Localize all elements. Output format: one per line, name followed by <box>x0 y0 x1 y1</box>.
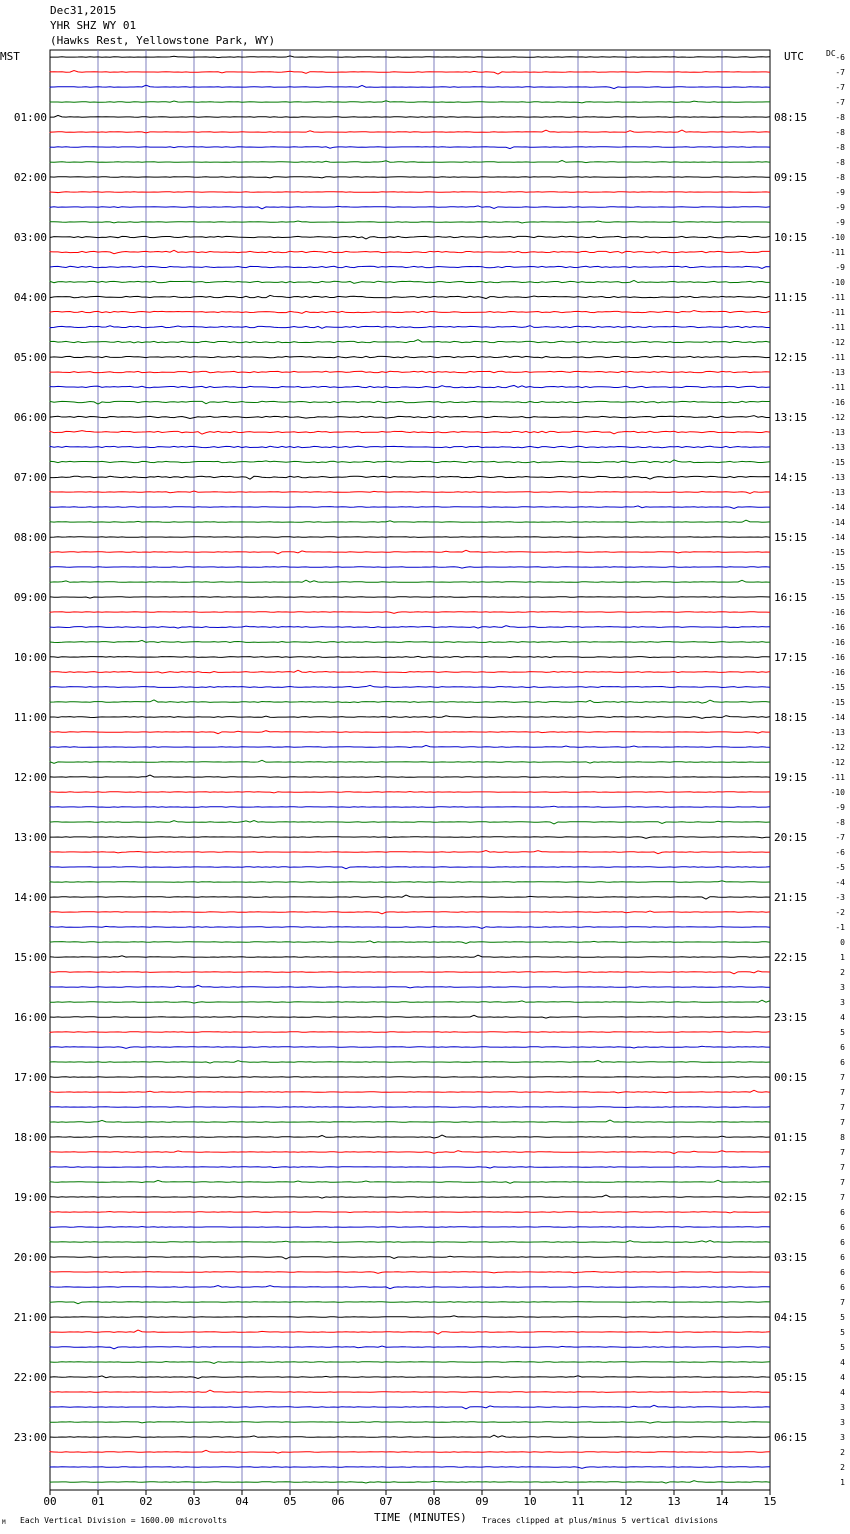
dc-offset-label: -8 <box>835 173 845 182</box>
dc-offset-label: -7 <box>835 98 845 107</box>
dc-offset-label: -15 <box>830 458 845 467</box>
dc-offset-label: -6 <box>835 848 845 857</box>
seismic-trace <box>50 70 770 74</box>
seismic-trace <box>50 101 770 103</box>
dc-offset-label: -9 <box>835 203 845 212</box>
dc-offset-label: -9 <box>835 218 845 227</box>
dc-offset-label: -8 <box>835 143 845 152</box>
seismic-trace <box>50 971 770 974</box>
dc-offset-label: 3 <box>840 1418 845 1427</box>
left-hour-label: 18:00 <box>13 1131 47 1144</box>
dc-offset-label: -10 <box>830 278 845 287</box>
seismic-trace <box>50 1046 770 1048</box>
dc-offset-label: -15 <box>830 698 845 707</box>
left-hour-label: 19:00 <box>13 1191 47 1204</box>
x-tick-label: 11 <box>571 1495 585 1508</box>
dc-offset-label: -11 <box>830 293 845 302</box>
dc-offset-label: -13 <box>830 488 845 497</box>
plot-frame <box>50 50 770 1490</box>
seismic-trace <box>50 1316 770 1318</box>
dc-offset-label: -9 <box>835 263 845 272</box>
dc-offset-label: -13 <box>830 428 845 437</box>
dc-offset-label: -13 <box>830 443 845 452</box>
dc-offset-label: -11 <box>830 308 845 317</box>
seismic-trace <box>50 1286 770 1289</box>
seismic-trace <box>50 160 770 162</box>
left-hour-label: 21:00 <box>13 1311 47 1324</box>
left-hour-label: 11:00 <box>13 711 47 724</box>
left-hour-label: 04:00 <box>13 291 47 304</box>
dc-offset-label: -15 <box>830 578 845 587</box>
dc-offset-label: 7 <box>840 1103 845 1112</box>
right-hour-label: 23:15 <box>774 1011 808 1024</box>
dc-offset-label: 7 <box>840 1163 845 1172</box>
dc-offset-label: 2 <box>840 968 845 977</box>
right-hour-label: 06:15 <box>774 1431 808 1444</box>
x-tick-label: 03 <box>187 1495 201 1508</box>
seismic-trace <box>50 640 770 642</box>
dc-offset-label: 5 <box>840 1343 845 1352</box>
seismic-trace <box>50 1195 770 1198</box>
seismic-trace <box>50 56 770 58</box>
dc-offset-label: -6 <box>835 53 845 62</box>
dc-offset-label: 4 <box>840 1013 845 1022</box>
right-hour-label: 16:15 <box>774 591 808 604</box>
seismic-trace <box>50 580 770 582</box>
dc-offset-label: -11 <box>830 773 845 782</box>
dc-offset-label: -15 <box>830 548 845 557</box>
seismic-trace <box>50 656 770 657</box>
seismic-trace <box>50 1211 770 1212</box>
seismic-trace <box>50 1302 770 1304</box>
seismic-trace <box>50 597 770 598</box>
dc-offset-label: -12 <box>830 338 845 347</box>
seismic-trace <box>50 1167 770 1168</box>
right-hour-label: 18:15 <box>774 711 808 724</box>
seismic-trace <box>50 881 770 883</box>
dc-offset-label: -9 <box>835 188 845 197</box>
seismic-trace <box>50 1435 770 1437</box>
dc-offset-label: -9 <box>835 803 845 812</box>
left-hour-label: 10:00 <box>13 651 47 664</box>
left-hour-label: 09:00 <box>13 591 47 604</box>
left-hour-label: 13:00 <box>13 831 47 844</box>
dc-offset-label: -13 <box>830 368 845 377</box>
dc-offset-label: 3 <box>840 983 845 992</box>
dc-offset-label: 3 <box>840 998 845 1007</box>
right-hour-label: 03:15 <box>774 1251 808 1264</box>
dc-offset-label: 0 <box>840 938 845 947</box>
right-hour-label: 10:15 <box>774 231 808 244</box>
seismic-trace <box>50 1107 770 1108</box>
left-hour-label: 22:00 <box>13 1371 47 1384</box>
dc-offset-label: -13 <box>830 473 845 482</box>
dc-offset-label: -7 <box>835 833 845 842</box>
left-hour-label: 16:00 <box>13 1011 47 1024</box>
seismic-trace <box>50 985 770 988</box>
seismic-trace <box>50 550 770 554</box>
seismic-trace <box>50 1077 770 1078</box>
seismic-trace <box>50 895 770 899</box>
seismic-trace <box>50 1032 770 1033</box>
dc-offset-label: 6 <box>840 1223 845 1232</box>
right-axis-label: UTC <box>784 50 804 63</box>
seismic-trace <box>50 626 770 628</box>
seismic-trace <box>50 266 770 268</box>
dc-offset-label: -13 <box>830 728 845 737</box>
seismic-trace <box>50 371 770 372</box>
right-hour-label: 13:15 <box>774 411 808 424</box>
seismic-trace <box>50 612 770 614</box>
x-tick-label: 09 <box>475 1495 489 1508</box>
dc-offset-label: -3 <box>835 893 845 902</box>
seismic-trace <box>50 1390 770 1392</box>
seismic-trace <box>50 1135 770 1138</box>
dc-offset-label: -16 <box>830 653 845 662</box>
seismic-trace <box>50 567 770 568</box>
dc-offset-label: -8 <box>835 113 845 122</box>
right-hour-label: 04:15 <box>774 1311 808 1324</box>
dc-offset-label: -14 <box>830 533 845 542</box>
right-hour-label: 01:15 <box>774 1131 808 1144</box>
header-date: Dec31,2015 <box>50 4 117 17</box>
dc-offset-label: 7 <box>840 1148 845 1157</box>
seismic-trace <box>50 837 770 839</box>
seismic-trace <box>50 760 770 763</box>
footer-corner-mark: M <box>2 1519 6 1526</box>
seismic-trace <box>50 911 770 914</box>
dc-offset-label: 1 <box>840 953 845 962</box>
seismic-trace <box>50 1060 770 1063</box>
x-tick-label: 10 <box>523 1495 537 1508</box>
dc-offset-label: 4 <box>840 1373 845 1382</box>
seismic-trace <box>50 1256 770 1259</box>
left-hour-label: 03:00 <box>13 231 47 244</box>
seismic-trace <box>50 685 770 687</box>
seismic-trace <box>50 1481 770 1483</box>
footer-clip-note: Traces clipped at plus/minus 5 vertical divisions <box>482 1516 719 1525</box>
seismic-trace <box>50 745 770 747</box>
seismic-trace <box>50 821 770 824</box>
dc-offset-label: 6 <box>840 1253 845 1262</box>
dc-offset-label: 7 <box>840 1193 845 1202</box>
seismic-trace <box>50 192 770 193</box>
seismic-trace <box>50 1120 770 1122</box>
left-hour-label: 17:00 <box>13 1071 47 1084</box>
dc-offset-label: -7 <box>835 68 845 77</box>
seismic-trace <box>50 491 770 493</box>
dc-offset-label: -15 <box>830 563 845 572</box>
right-hour-label: 09:15 <box>774 171 808 184</box>
seismic-trace <box>50 236 770 239</box>
dc-offset-label: -12 <box>830 743 845 752</box>
dc-offset-label: 6 <box>840 1283 845 1292</box>
left-axis-label: MST <box>0 50 20 63</box>
x-tick-label: 00 <box>43 1495 57 1508</box>
dc-offset-label: 2 <box>840 1448 845 1457</box>
seismic-trace <box>50 1180 770 1183</box>
seismic-trace <box>50 385 770 387</box>
dc-offset-label: -8 <box>835 158 845 167</box>
seismic-trace <box>50 340 770 343</box>
right-hour-label: 17:15 <box>774 651 808 664</box>
seismic-trace <box>50 431 770 434</box>
footer-time-label: TIME (MINUTES) <box>374 1511 467 1524</box>
dc-offset-label: -12 <box>830 758 845 767</box>
seismic-trace <box>50 115 770 117</box>
dc-offset-label: -10 <box>830 788 845 797</box>
right-hour-label: 12:15 <box>774 351 808 364</box>
seismic-trace <box>50 1450 770 1453</box>
x-tick-label: 04 <box>235 1495 249 1508</box>
left-hour-label: 02:00 <box>13 171 47 184</box>
dc-offset-label: 3 <box>840 1403 845 1412</box>
dc-offset-label: 5 <box>840 1313 845 1322</box>
dc-offset-label: 5 <box>840 1028 845 1037</box>
right-hour-label: 02:15 <box>774 1191 808 1204</box>
dc-offset-label: 7 <box>840 1118 845 1127</box>
seismic-trace <box>50 85 770 88</box>
dc-offset-label: -16 <box>830 638 845 647</box>
dc-offset-label: -16 <box>830 608 845 617</box>
seismic-trace <box>50 520 770 522</box>
right-hour-label: 05:15 <box>774 1371 808 1384</box>
right-hour-label: 11:15 <box>774 291 808 304</box>
seismic-trace <box>50 1151 770 1154</box>
dc-offset-label: -11 <box>830 248 845 257</box>
seismic-trace <box>50 806 770 807</box>
dc-offset-label: -5 <box>835 863 845 872</box>
dc-offset-label: -15 <box>830 683 845 692</box>
left-hour-label: 20:00 <box>13 1251 47 1264</box>
dc-offset-label: -11 <box>830 323 845 332</box>
left-hour-label: 15:00 <box>13 951 47 964</box>
x-tick-label: 14 <box>715 1495 729 1508</box>
seismic-trace <box>50 206 770 209</box>
dc-offset-label: -12 <box>830 413 845 422</box>
dc-offset-label: 6 <box>840 1058 845 1067</box>
dc-offset-label: 6 <box>840 1043 845 1052</box>
dc-offset-label: -2 <box>835 908 845 917</box>
right-hour-label: 22:15 <box>774 951 808 964</box>
seismic-trace <box>50 731 770 734</box>
left-hour-label: 08:00 <box>13 531 47 544</box>
left-hour-label: 05:00 <box>13 351 47 364</box>
seismic-trace <box>50 177 770 178</box>
seismic-trace <box>50 1090 770 1093</box>
seismic-trace <box>50 401 770 404</box>
seismic-trace <box>50 537 770 538</box>
dc-offset-label: -14 <box>830 713 845 722</box>
dc-offset-label: 5 <box>840 1328 845 1337</box>
x-tick-label: 02 <box>139 1495 153 1508</box>
right-hour-label: 19:15 <box>774 771 808 784</box>
x-tick-label: 15 <box>763 1495 777 1508</box>
seismic-trace <box>50 1015 770 1018</box>
seismic-trace <box>50 1376 770 1379</box>
seismic-trace <box>50 1422 770 1423</box>
seismic-trace <box>50 221 770 223</box>
dc-offset-label: -7 <box>835 83 845 92</box>
dc-offset-label: 6 <box>840 1268 845 1277</box>
x-tick-label: 06 <box>331 1495 345 1508</box>
seismic-trace <box>50 476 770 479</box>
dc-offset-label: 2 <box>840 1463 845 1472</box>
right-hour-label: 15:15 <box>774 531 808 544</box>
seismic-trace <box>50 460 770 463</box>
seismic-trace <box>50 716 770 719</box>
seismic-trace <box>50 130 770 133</box>
dc-offset-label: -14 <box>830 503 845 512</box>
dc-offset-label: 4 <box>840 1388 845 1397</box>
dc-offset-label: 6 <box>840 1208 845 1217</box>
dc-offset-label: -4 <box>835 878 845 887</box>
seismic-trace <box>50 1241 770 1243</box>
seismic-trace <box>50 1361 770 1363</box>
left-hour-label: 12:00 <box>13 771 47 784</box>
x-tick-label: 12 <box>619 1495 633 1508</box>
seismic-trace <box>50 941 770 944</box>
dc-offset-label: 7 <box>840 1178 845 1187</box>
dc-offset-label: -11 <box>830 383 845 392</box>
seismic-trace <box>50 1226 770 1227</box>
dc-header-label: DC <box>826 49 836 58</box>
dc-offset-label: -15 <box>830 593 845 602</box>
seismic-trace <box>50 326 770 329</box>
seismic-trace <box>50 775 770 777</box>
right-hour-label: 20:15 <box>774 831 808 844</box>
dc-offset-label: 6 <box>840 1238 845 1247</box>
seismic-trace <box>50 310 770 313</box>
x-tick-label: 08 <box>427 1495 441 1508</box>
dc-offset-label: -8 <box>835 818 845 827</box>
dc-offset-label: 7 <box>840 1073 845 1082</box>
seismic-trace <box>50 700 770 703</box>
right-hour-label: 21:15 <box>774 891 808 904</box>
seismic-trace <box>50 295 770 298</box>
seismic-trace <box>50 851 770 854</box>
right-hour-label: 00:15 <box>774 1071 808 1084</box>
dc-offset-label: -1 <box>835 923 845 932</box>
left-hour-label: 14:00 <box>13 891 47 904</box>
left-hour-label: 23:00 <box>13 1431 47 1444</box>
seismic-trace <box>50 670 770 673</box>
dc-offset-label: -14 <box>830 518 845 527</box>
x-tick-label: 07 <box>379 1495 393 1508</box>
seismic-trace <box>50 926 770 928</box>
dc-offset-label: 7 <box>840 1088 845 1097</box>
header-station: YHR SHZ WY 01 <box>50 19 137 32</box>
seismic-trace <box>50 250 770 253</box>
dc-offset-label: -10 <box>830 233 845 242</box>
dc-offset-label: -16 <box>830 398 845 407</box>
seismic-trace <box>50 867 770 869</box>
seismic-trace <box>50 147 770 149</box>
seismic-trace <box>50 506 770 509</box>
x-tick-label: 01 <box>91 1495 105 1508</box>
dc-offset-label: -16 <box>830 623 845 632</box>
right-hour-label: 08:15 <box>774 111 808 124</box>
seismic-trace <box>50 1346 770 1349</box>
dc-offset-label: 7 <box>840 1298 845 1307</box>
x-tick-label: 05 <box>283 1495 297 1508</box>
dc-offset-label: 4 <box>840 1358 845 1367</box>
seismic-trace <box>50 280 770 283</box>
seismic-trace <box>50 446 770 447</box>
seismic-trace <box>50 791 770 792</box>
dc-offset-label: 8 <box>840 1133 845 1142</box>
seismic-trace <box>50 1272 770 1274</box>
right-hour-label: 14:15 <box>774 471 808 484</box>
left-hour-label: 01:00 <box>13 111 47 124</box>
dc-offset-label: 3 <box>840 1433 845 1442</box>
left-hour-label: 07:00 <box>13 471 47 484</box>
x-tick-label: 13 <box>667 1495 681 1508</box>
footer-scale-note: Each Vertical Division = 1600.00 microvolts <box>20 1516 228 1525</box>
seismic-trace <box>50 1467 770 1469</box>
header-location: (Hawks Rest, Yellowstone Park, WY) <box>50 34 276 47</box>
seismic-trace <box>50 416 770 419</box>
seismic-trace <box>50 1330 770 1334</box>
dc-offset-label: 1 <box>840 1478 845 1487</box>
seismic-trace <box>50 955 770 957</box>
seismic-trace <box>50 1405 770 1409</box>
seismic-trace <box>50 356 770 358</box>
dc-offset-label: -11 <box>830 353 845 362</box>
seismic-trace <box>50 1000 770 1003</box>
dc-offset-label: -8 <box>835 128 845 137</box>
left-hour-label: 06:00 <box>13 411 47 424</box>
dc-offset-label: -16 <box>830 668 845 677</box>
